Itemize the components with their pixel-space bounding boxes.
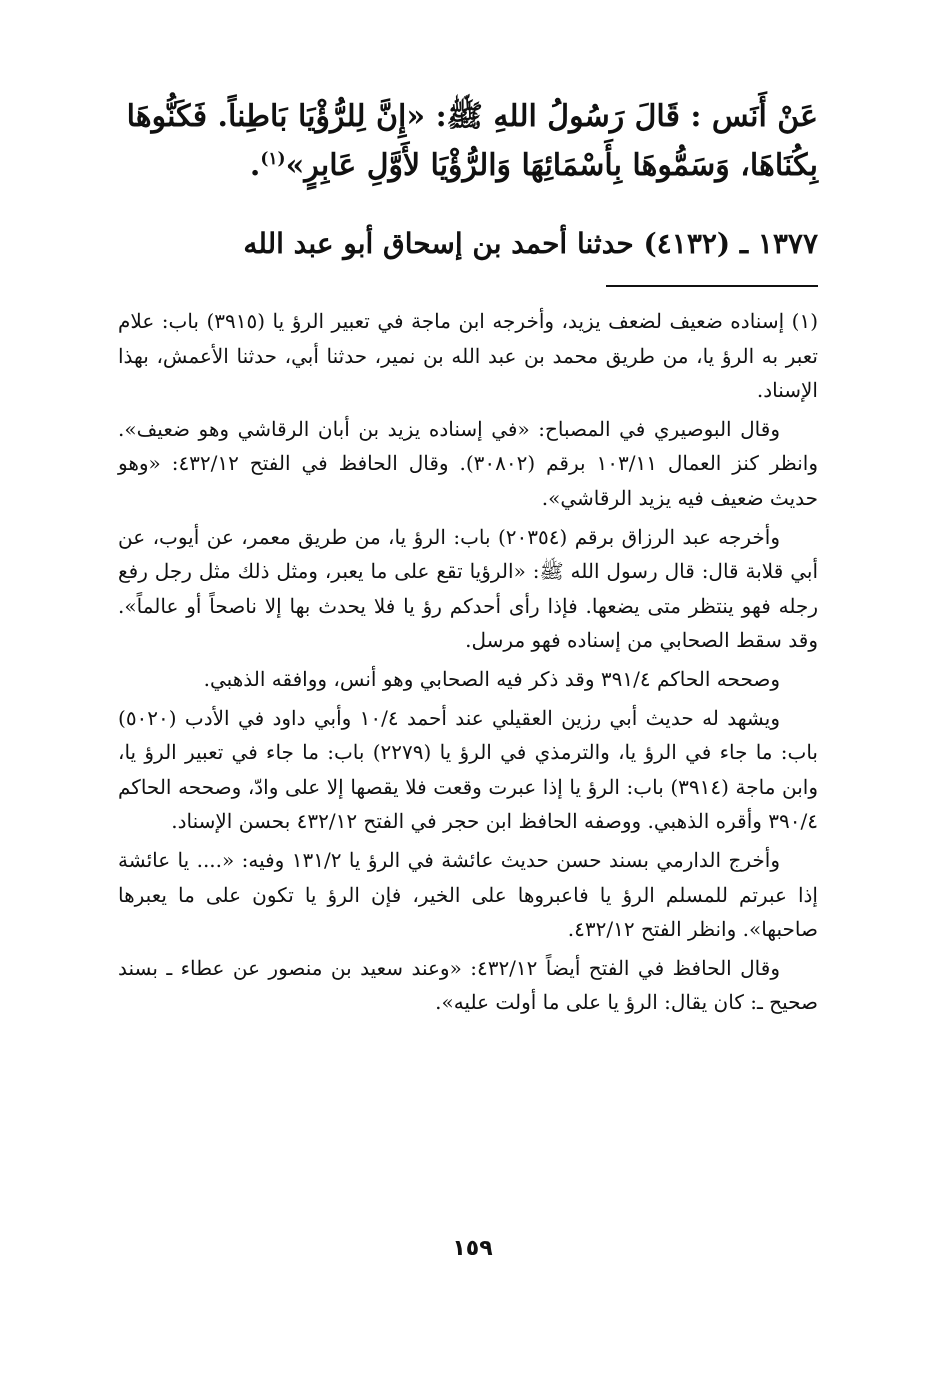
hadith-text-line-2: [118, 141, 818, 190]
hadith-text-line-1: عَنْ أَنَس : قَالَ رَسُولُ اللهِ ﷺ: «إِنَّ لِلرُّؤْيَا بَاطِناً. فَكَنُّوهَا: [126, 99, 818, 134]
footnote-divider: [606, 285, 818, 287]
footnote-paragraph-3: وأخرجه عبد الرزاق برقم (٢٠٣٥٤) باب: الرؤ يا، من طريق معمر، عن أيوب، عن أبي قلابة قال: قال رسول الله ﷺ: «الرؤيا تقع على ما يعبر، ومثل ذلك مثل رجل رفع رجله فهو ينتظر متى يضعها. فإذا رأى أحدكم رؤ يا فلا يحدث بها إلا ناصحاً أو عالماً». وقد سقط الصحابي من إسناده فهو مرسل.: [118, 524, 818, 653]
footnote-paragraph-2: وقال البوصيري في المصباح: «في إسناده يزيد بن أبان الرقاشي وهو ضعيف». وانظر كنز العمال ١٠٣/١١ برقم (٣٠٨٠٢). وقال الحافظ في الفتح ٤٣٢/١٢: «وهو حديث ضعيف فيه يزيد الرقاشي».: [118, 416, 818, 510]
hadith-text-line-2-end: .: [249, 148, 261, 183]
footnote-paragraph-1: (١) إسناده ضعيف لضعف يزيد، وأخرجه ابن ماجة في تعبير الرؤ يا (٣٩١٥) باب: علام تعبر به الرؤ يا، من طريق محمد بن عبد الله بن نمير، حدثنا أبي، حدثنا الأعمش، بهذا الإسناد.: [118, 309, 818, 403]
hadith-text-line-2-body: بِكُنَاهَا، وَسَمُّوهَا بِأَسْمَائِهَا وَالرُّؤْيَا لأَوَّلِ عَابِرٍ»: [285, 148, 818, 183]
footnote-reference[interactable]: (١): [260, 149, 286, 169]
footnote-paragraph-5: ويشهد له حديث أبي رزين العقيلي عند أحمد ١٠/٤ وأبي داود في الأدب (٥٠٢٠) باب: ما جاء في الرؤ يا، والترمذي في الرؤ يا (٢٢٧٩) باب: ما جاء في تعبير الرؤ يا، وابن ماجة (٣٩١٤) باب: الرؤ يا إذا عبرت وقعت فلا يقصها إلا على وادّ، وصححه الحاكم ٣٩٠/٤ وأقره الذهبي. ووصفه الحافظ ابن حجر في الفتح ٤٣٢/١٢ بحسن الإسناد.: [118, 705, 818, 834]
page-number: ١٥٩: [452, 1236, 493, 1261]
footnote-paragraph-6: وأخرج الدارمي بسند حسن حديث عائشة في الرؤ يا ١٣١/٢ وفيه: «.... يا عائشة إذا عبرتم للمسلم الرؤ يا فاعبروها على الخير، فإن الرؤ يا تكون على ما يعبرها صاحبها». وانظر الفتح ٤٣٢/١٢.: [118, 847, 818, 942]
footnote-paragraph-7: وقال الحافظ في الفتح أيضاً ٤٣٢/١٢: «وعند سعيد بن منصور عن عطاء ـ بسند صحيح ـ: كان يقال: الرؤ يا على ما أولت عليه».: [118, 955, 818, 1015]
hadith-text: [118, 92, 818, 190]
footnote-paragraph-4: وصححه الحاكم ٣٩١/٤ وقد ذكر فيه الصحابي وهو أنس، ووافقه الذهبي.: [203, 666, 780, 691]
hadith-number-heading: ١٣٧٧ ـ (٤١٣٢) حدثنا أحمد بن إسحاق أبو عبد الله: [243, 227, 818, 260]
footnotes-section: [118, 304, 818, 1024]
